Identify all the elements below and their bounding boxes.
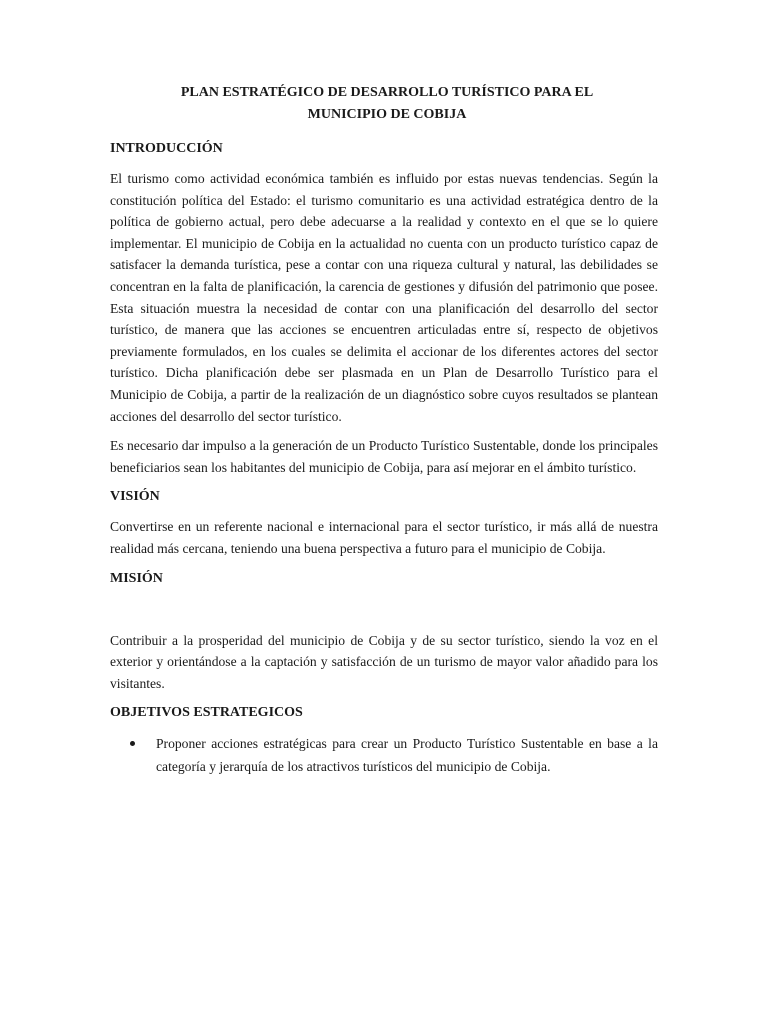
introduccion-paragraph-1: El turismo como actividad económica también es influido por estas nuevas tendencias. Según la constitución política del Estado: el turismo comunitario es una actividad estratégica dentro de la política de gobierno actual, pero debe adecuarse a la realidad y contexto en el que se lo quiere implementar. El municipio de Cobija en la actualidad no cuenta con un producto turístico capaz de satisfacer la demanda turística, pese a contar con una riqueza cultural y natural, las debilidades se concentran en la falta de planificación, la carencia de gestiones y difusión del patrimonio que posee. Esta situación muestra la necesidad de contar con una planificación del desarrollo del sector turístico, de manera que las acciones se encuentren articuladas entre sí, respecto de objetivos previamente formulados, en los cuales se delimita el accionar de los diferentes actores del sector turístico. Dicha planificación debe ser plasmada en un Plan de Desarrollo Turístico para el Municipio de Cobija, a partir de la realización de un diagnóstico sobre cuyos resultados se plantean acciones del desarrollo del sector turístico. (110, 171, 658, 424)
vision-paragraph: Convertirse en un referente nacional e internacional para el sector turístico, ir más allá de nuestra realidad más cercana, teniendo una buena perspectiva a futuro para el municipio de Cobija. (110, 519, 658, 556)
mision-section (110, 568, 658, 695)
objetivos-section (110, 702, 658, 778)
bullet-icon (130, 741, 135, 746)
objetivos-item-text: Proponer acciones estratégicas para crear un Producto Turístico Sustentable en base a la categoría y jerarquía de los atractivos turísticos del municipio de Cobija. (156, 736, 658, 775)
document-title (110, 82, 658, 126)
vision-section (110, 486, 658, 559)
introduccion-section (110, 138, 658, 478)
mision-paragraph: Contribuir a la prosperidad del municipio de Cobija y de su sector turístico, siendo la voz en el exterior y orientándose a la captación y satisfacción de un turismo de mayor valor añadido para los visitantes. (110, 632, 658, 691)
mision-spacer (110, 598, 658, 630)
document-title-line-1: PLAN ESTRATÉGICO DE DESARROLLO TURÍSTICO PARA EL (180, 85, 594, 100)
objetivos-list-item (110, 732, 658, 778)
mision-heading: MISIÓN (110, 570, 163, 586)
objetivos-list (110, 732, 658, 778)
document-title-line-2: MUNICIPIO DE COBIJA (307, 107, 467, 122)
objetivos-heading: OBJETIVOS ESTRATEGICOS (110, 705, 303, 721)
introduccion-paragraph-2: Es necesario dar impulso a la generación de un Producto Turístico Sustentable, donde los principales beneficiarios sean los habitantes del municipio de Cobija, para así mejorar en el ámbito turístico. (110, 438, 658, 475)
introduccion-heading: INTRODUCCIÓN (110, 141, 223, 156)
vision-heading: VISIÓN (110, 489, 160, 505)
